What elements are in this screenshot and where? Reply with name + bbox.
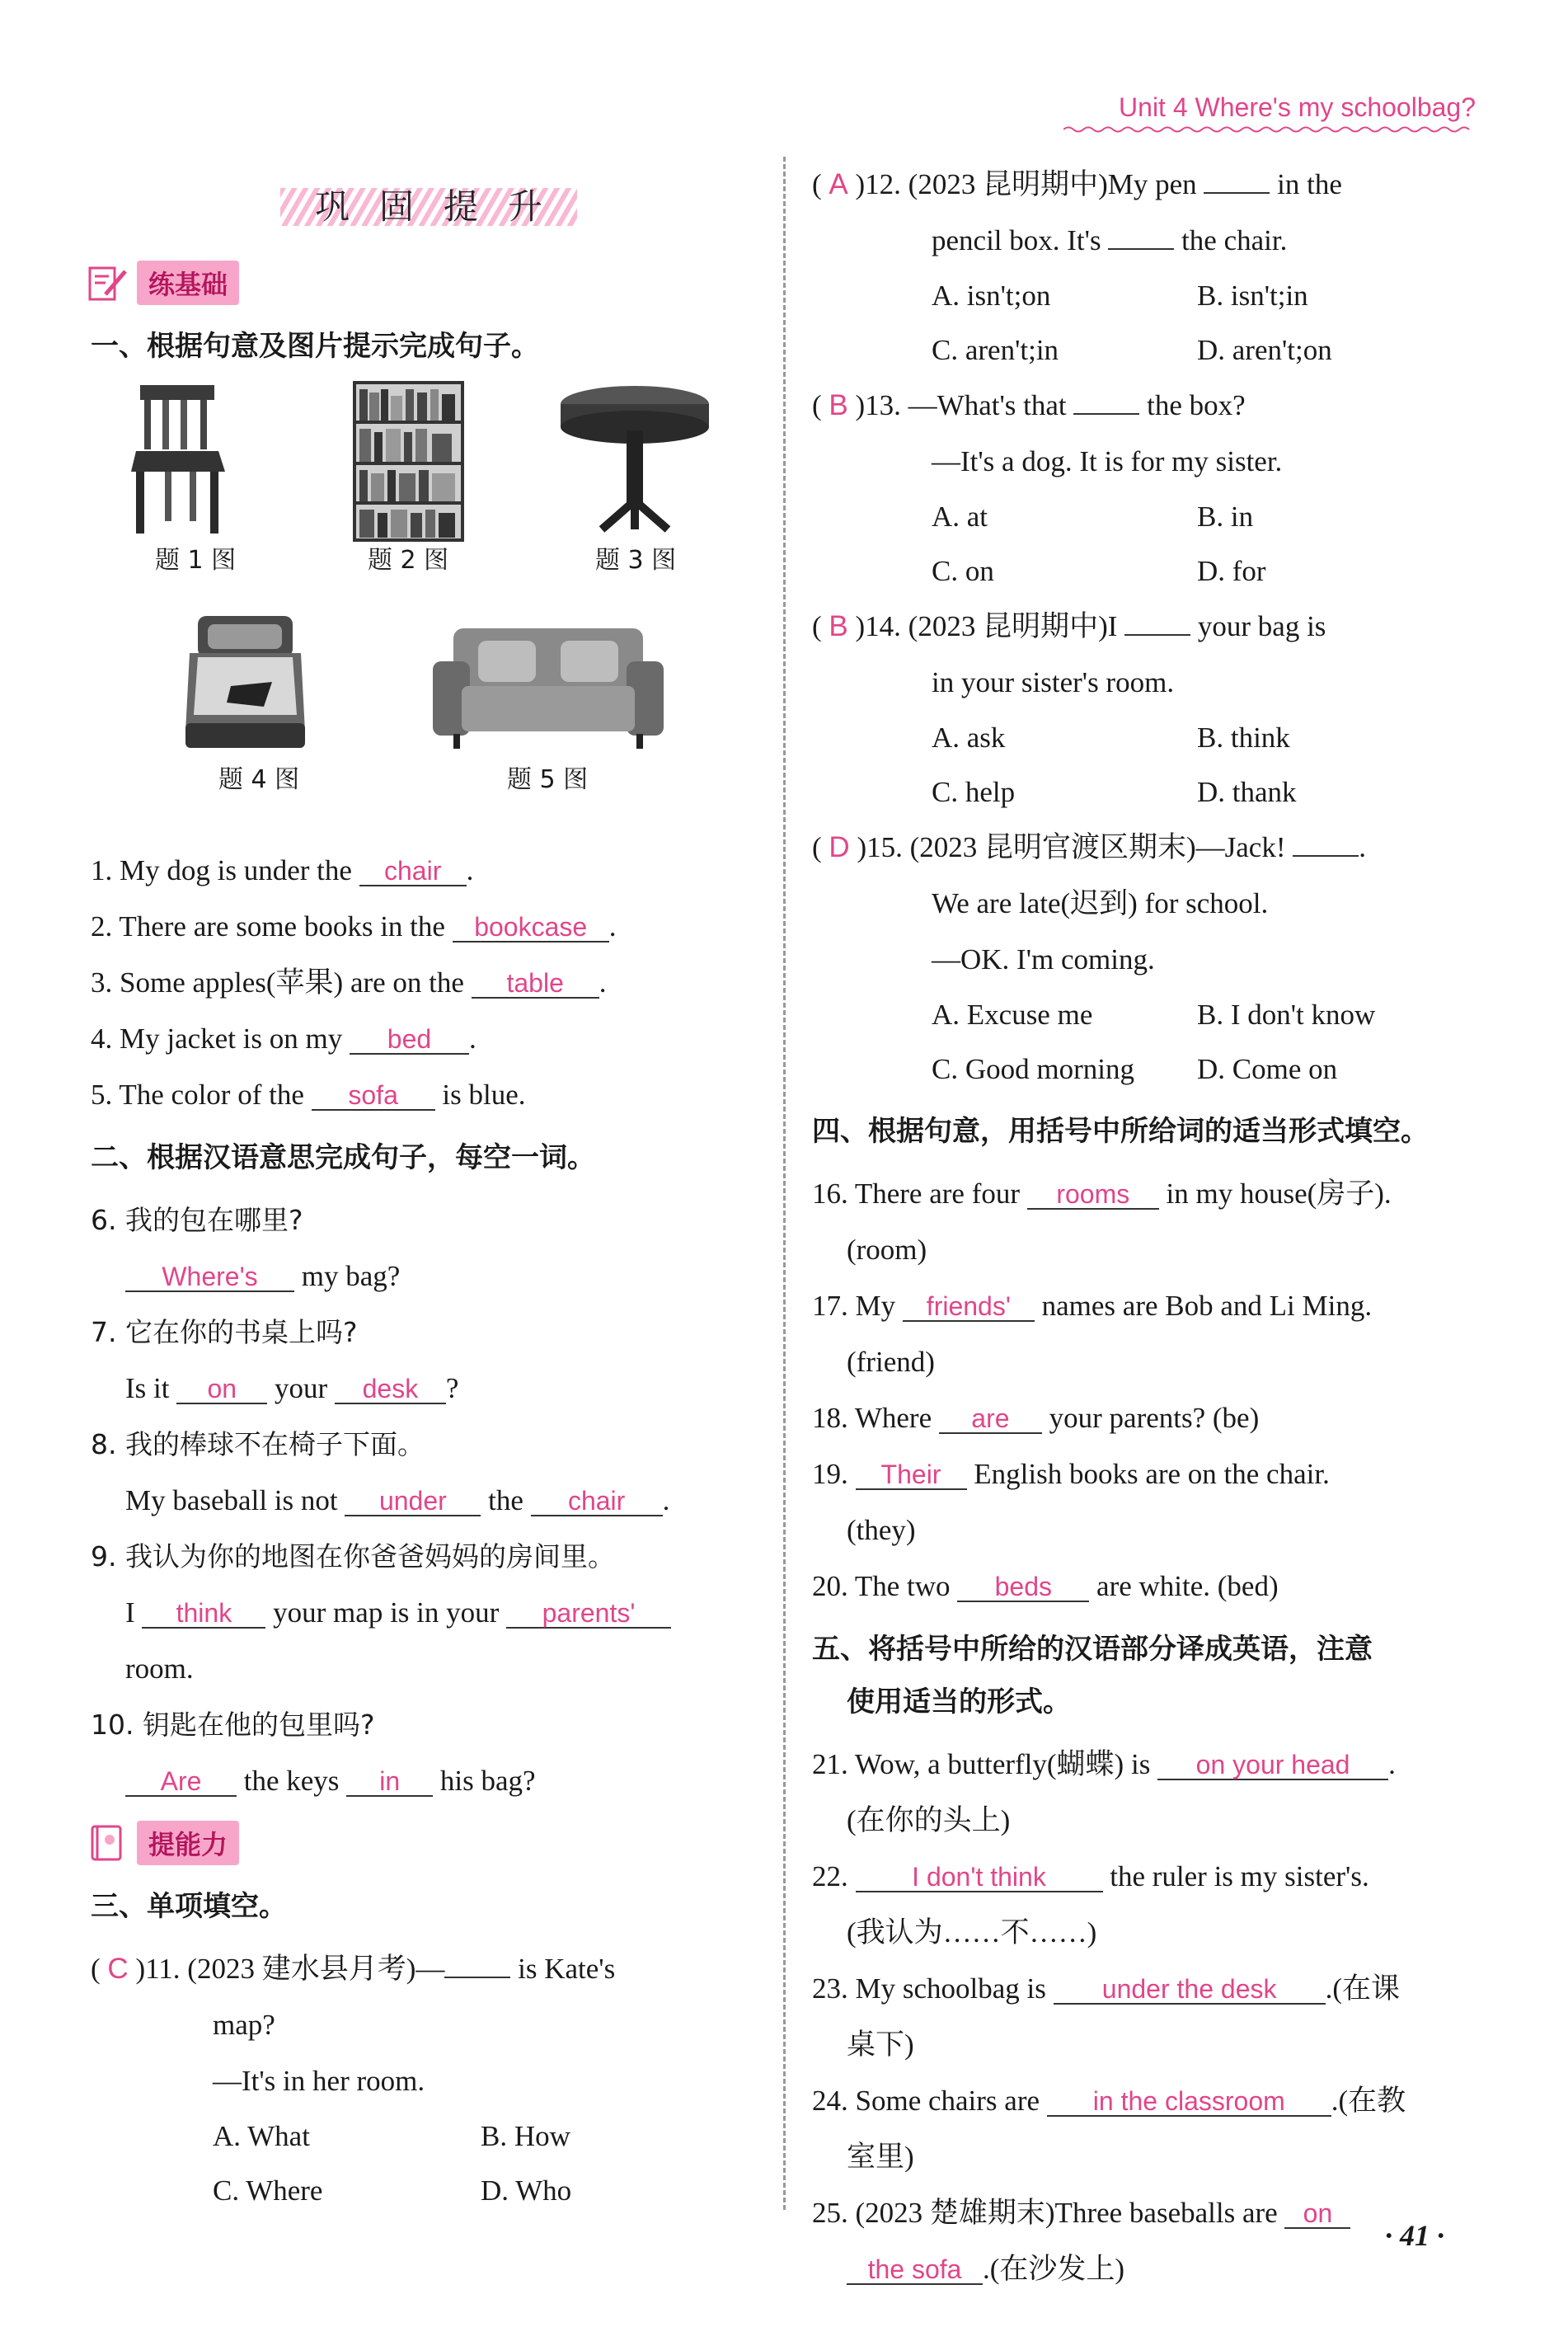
question-11-line2: map? (213, 2009, 275, 2041)
question-21: 21. Wow, a butterfly(蝴蝶) is on your head . (812, 1748, 1396, 1780)
question-15-line2: We are late(迟到) for school. (932, 887, 1269, 919)
answer-6: Where's (125, 1262, 294, 1292)
answer-22: I don't think (856, 1863, 1103, 1892)
question-6: Where's my bag? (91, 1248, 767, 1305)
answer-9a: think (142, 1599, 265, 1629)
question-11: ( C )11. (2023 建水县月考)— is Kate's (91, 1953, 616, 1985)
answer-20: beds (957, 1572, 1089, 1602)
option-11b: B. How (481, 2120, 570, 2152)
question-5: 5. The color of the sofa is blue. (91, 1079, 526, 1111)
caption-4: 题 4 图 (218, 765, 300, 794)
choice-11: C (107, 1953, 129, 1985)
question-14: ( B )14. (2023 昆明期中)I your bag is (812, 610, 1326, 642)
question-11-line3: —It's in her room. (213, 2065, 425, 2097)
question-15-line3: —OK. I'm coming. (932, 943, 1155, 975)
question-11-options-1 (91, 2109, 767, 2164)
ability-tag (87, 1821, 767, 1865)
header-wave-decoration (1063, 125, 1476, 134)
caption-3: 题 3 图 (595, 546, 677, 575)
answer-7a: on (176, 1375, 267, 1404)
question-13: ( B )13. —What's that the box? (812, 389, 1246, 421)
answer-25b: the sofa (847, 2255, 983, 2285)
answer-23: under the desk (1054, 1975, 1326, 2005)
section-1-title: 一、根据句意及图片提示完成句子。 (91, 330, 539, 363)
answer-2: bookcase (453, 913, 609, 943)
caption-2: 题 2 图 (368, 546, 449, 575)
question-10-prompt: 10. 钥匙在他的包里吗? (91, 1709, 375, 1741)
page-title-banner (280, 181, 577, 233)
chair-picture (128, 381, 227, 538)
answer-5: sofa (312, 1081, 435, 1111)
question-12: ( A )12. (2023 昆明期中)My pen in the (812, 168, 1342, 200)
question-14-options-1 (812, 711, 1480, 765)
bookcase-picture (353, 381, 464, 542)
option-14b: B. think (1197, 722, 1290, 754)
column-divider (783, 157, 786, 2210)
section-3-title: 三、单项填空。 (91, 1890, 287, 1923)
pencil-note-icon (87, 263, 130, 303)
choice-13: B (829, 389, 848, 421)
question-22-hint: (我认为……不……) (847, 1916, 1097, 1949)
question-24-hint: 室里) (847, 2141, 914, 2173)
question-15-options-1 (812, 988, 1480, 1042)
table-picture (556, 381, 713, 534)
sofa-picture (429, 620, 668, 752)
question-7-prompt: 7. 它在你的书桌上吗? (91, 1316, 358, 1348)
answer-8b: chair (531, 1487, 663, 1516)
question-12-options-2 (812, 323, 1480, 378)
choice-14: B (829, 610, 848, 642)
bed-picture (181, 608, 309, 752)
question-10: Are the keys in his bag? (91, 1753, 767, 1809)
question-13-line2: —It's a dog. It is for my sister. (932, 445, 1283, 477)
choice-15: D (829, 831, 850, 863)
question-20: 20. The two beds are white. (bed) (812, 1570, 1279, 1602)
question-6-prompt: 6. 我的包在哪里? (91, 1204, 303, 1236)
section-4-title: 四、根据句意，用括号中所给词的适当形式填空。 (812, 1115, 1429, 1148)
question-2: 2. There are some books in the bookcase . (91, 910, 617, 943)
option-14c: C. help (932, 776, 1016, 808)
question-25-line2: the sofa .(在沙发上) (812, 2241, 1480, 2297)
option-12b: B. isn't;in (1197, 280, 1308, 312)
option-11c: C. Where (213, 2174, 323, 2207)
choice-12: A (829, 168, 848, 200)
section-2-title: 二、根据汉语意思完成句子，每空一词。 (91, 1141, 595, 1174)
answer-19: Their (856, 1460, 967, 1490)
question-9-end: room. (125, 1652, 194, 1685)
option-14d: D. thank (1197, 776, 1297, 808)
question-1: 1. My dog is under the chair . (91, 854, 474, 886)
right-column (812, 157, 1480, 2297)
option-13a: A. at (932, 501, 988, 533)
option-12a: A. isn't;on (932, 280, 1051, 312)
option-12d: D. aren't;on (1197, 334, 1332, 366)
question-8: My baseball is not under the chair . (125, 1484, 670, 1516)
answer-16: rooms (1027, 1180, 1159, 1210)
question-25: 25. (2023 楚雄期末)Three baseballs are on (812, 2185, 1480, 2241)
answer-24: in the classroom (1047, 2087, 1331, 2117)
answer-10a: Are (125, 1767, 237, 1797)
answer-10b: in (346, 1767, 433, 1797)
answer-25a: on (1284, 2199, 1350, 2229)
page-title: 巩固提升 (314, 186, 572, 227)
option-15c: C. Good morning (932, 1053, 1134, 1085)
answer-18: are (939, 1404, 1042, 1434)
question-9-prompt: 9. 我认为你的地图在你爸爸妈妈的房间里。 (91, 1540, 615, 1572)
question-13-options-1 (812, 490, 1480, 544)
basic-tag (87, 261, 767, 305)
question-3: 3. Some apples(苹果) are on the table . (91, 966, 607, 999)
question-14-options-2 (812, 765, 1480, 820)
unit-header: Unit 4 Where's my schoolbag? (1119, 92, 1476, 122)
option-13b: B. in (1197, 501, 1254, 533)
question-22: 22. I don't think the ruler is my sister's. (812, 1860, 1369, 1892)
answer-7b: desk (335, 1375, 446, 1404)
caption-1: 题 1 图 (155, 546, 237, 575)
question-12-options-1 (812, 269, 1480, 323)
question-24: 24. Some chairs are in the classroom .(在教 (812, 2085, 1406, 2117)
section-5-title: 五、将括号中所给的汉语部分译成英语，注意 (812, 1633, 1373, 1666)
option-15d: D. Come on (1197, 1053, 1338, 1085)
question-16: 16. There are four rooms in my house(房子). (812, 1178, 1392, 1210)
question-23: 23. My schoolbag is under the desk .(在课 (812, 1972, 1401, 2005)
answer-17: friends' (903, 1292, 1035, 1322)
question-15: ( D )15. (2023 昆明官渡区期末)—Jack! . (812, 831, 1366, 863)
basic-tag-label: 练基础 (137, 261, 239, 305)
answer-21: on your head (1157, 1751, 1388, 1780)
option-11d: D. Who (481, 2174, 572, 2207)
ability-tag-label: 提能力 (137, 1821, 239, 1865)
page-number: · 41 · (1385, 2219, 1444, 2252)
question-15-options-2 (812, 1042, 1480, 1097)
answer-1: chair (359, 857, 467, 886)
option-11a: A. What (213, 2120, 310, 2152)
question-8-prompt: 8. 我的棒球不在椅子下面。 (91, 1428, 425, 1460)
question-14-line2: in your sister's room. (932, 666, 1175, 698)
answer-3: table (472, 969, 599, 999)
option-15b: B. I don't know (1197, 999, 1376, 1031)
question-17-hint: (friend) (847, 1346, 935, 1378)
question-19-hint: (they) (847, 1514, 916, 1546)
question-11-options-2 (91, 2164, 767, 2218)
answer-9b: parents' (506, 1599, 671, 1629)
option-13c: C. on (932, 555, 994, 587)
option-15a: A. Excuse me (932, 999, 1093, 1031)
question-17: 17. My friends' names are Bob and Li Ming. (812, 1290, 1373, 1322)
section-5-title-2: 使用适当的形式。 (847, 1685, 1071, 1718)
option-12c: C. aren't;in (932, 334, 1059, 366)
option-13d: D. for (1197, 555, 1266, 587)
question-7: Is it on your desk ? (125, 1372, 459, 1404)
question-18: 18. Where are your parents? (be) (812, 1402, 1260, 1434)
answer-8a: under (345, 1487, 481, 1516)
question-21-hint: (在你的头上) (847, 1804, 1011, 1836)
question-16-hint: (room) (847, 1234, 927, 1266)
book-icon (87, 1823, 130, 1863)
question-13-options-2 (812, 544, 1480, 599)
question-9: I think your map is in your parents' (91, 1585, 767, 1641)
question-23-hint: 桌下) (847, 2028, 914, 2061)
option-14a: A. ask (932, 722, 1006, 754)
caption-5: 题 5 图 (507, 765, 589, 794)
left-column (91, 157, 767, 2218)
question-4: 4. My jacket is on my bed . (91, 1022, 477, 1055)
picture-hints (91, 381, 767, 843)
question-12-line2: pencil box. It's the chair. (932, 224, 1288, 256)
answer-4: bed (350, 1025, 469, 1055)
question-19: 19. Their English books are on the chair. (812, 1458, 1330, 1490)
